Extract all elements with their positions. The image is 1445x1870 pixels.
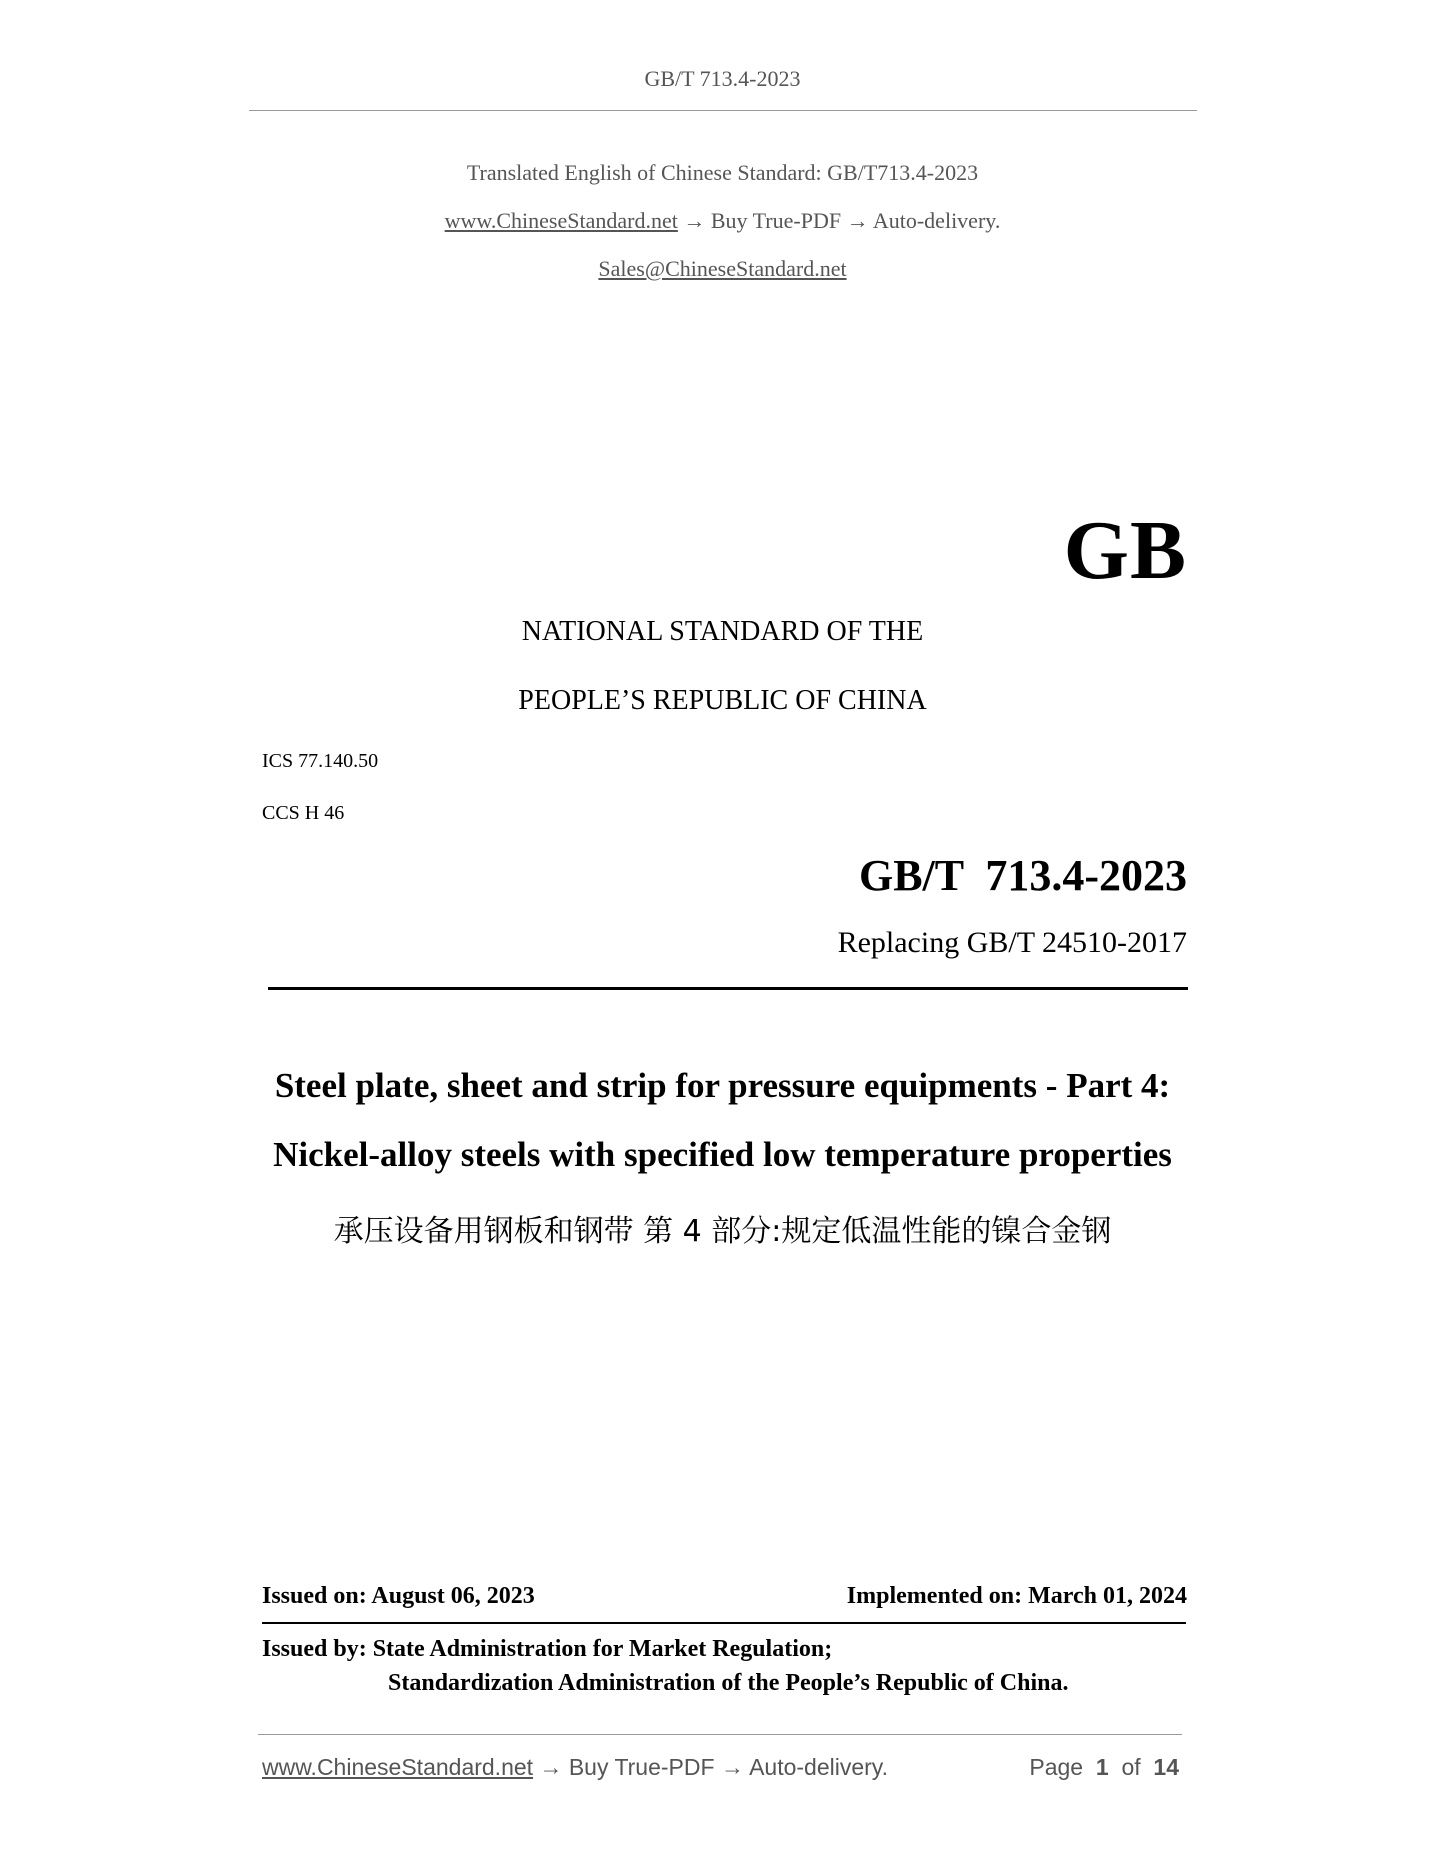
ics-code: ICS 77.140.50 bbox=[262, 750, 379, 772]
arrow-right-icon: → bbox=[720, 1754, 744, 1780]
footer-site-link[interactable]: www.ChineseStandard.net bbox=[262, 1754, 534, 1780]
replacing-line: Replacing GB/T 24510-2017 bbox=[837, 926, 1187, 959]
title-divider bbox=[268, 987, 1188, 990]
issued-by-line2: Standardization Administration of the People’s Republic of China. bbox=[388, 1670, 1069, 1696]
site-link[interactable]: www.ChineseStandard.net bbox=[444, 208, 678, 233]
issued-by-line1: Issued by: State Administration for Market Regulation; bbox=[262, 1636, 833, 1662]
national-standard-line2: PEOPLE’S REPUBLIC OF CHINA bbox=[518, 685, 927, 716]
issued-on: Issued on: August 06, 2023 bbox=[262, 1583, 535, 1609]
page-of: of bbox=[1121, 1754, 1141, 1780]
footer-purchase-line bbox=[262, 1754, 888, 1781]
standard-number: GB/T 713.4-2023 bbox=[858, 851, 1187, 900]
arrow-right-icon: → bbox=[539, 1754, 563, 1780]
header-divider bbox=[249, 110, 1197, 111]
arrow-right-icon: → bbox=[846, 208, 869, 233]
email-link[interactable]: Sales@ChineseStandard.net bbox=[598, 256, 847, 281]
running-header: GB/T 713.4-2023 bbox=[644, 66, 801, 91]
page-total: 14 bbox=[1153, 1754, 1179, 1780]
email-line bbox=[0, 256, 1445, 282]
ccs-code: CCS H 46 bbox=[262, 802, 345, 824]
purchase-line bbox=[0, 208, 1445, 234]
translation-line: Translated English of Chinese Standard: GB/T713.4-2023 bbox=[466, 160, 979, 185]
implemented-on: Implemented on: March 01, 2024 bbox=[846, 1583, 1187, 1609]
gb-mark: GB bbox=[1063, 504, 1187, 597]
title-cn: 承压设备用钢板和钢带 第 4 部分:规定低温性能的镍合金钢 bbox=[333, 1214, 1112, 1249]
arrow-right-icon: → bbox=[683, 208, 706, 233]
title-en-line2: Nickel-alloy steels with specified low temperature properties bbox=[273, 1135, 1172, 1174]
footer-divider bbox=[258, 1734, 1182, 1735]
page-label: Page bbox=[1029, 1754, 1084, 1780]
delivery-text: Auto-delivery. bbox=[872, 208, 1001, 233]
buy-text: Buy True-PDF bbox=[710, 208, 842, 233]
title-en-line1: Steel plate, sheet and strip for pressure equipments - Part 4: bbox=[274, 1066, 1171, 1105]
footer-buy-text: Buy True-PDF bbox=[568, 1754, 715, 1780]
national-standard-line1: NATIONAL STANDARD OF THE bbox=[521, 616, 924, 647]
footer-delivery-text: Auto-delivery. bbox=[749, 1754, 888, 1780]
issue-divider bbox=[262, 1622, 1186, 1624]
page-current: 1 bbox=[1095, 1754, 1109, 1780]
page-indicator bbox=[1029, 1754, 1179, 1781]
